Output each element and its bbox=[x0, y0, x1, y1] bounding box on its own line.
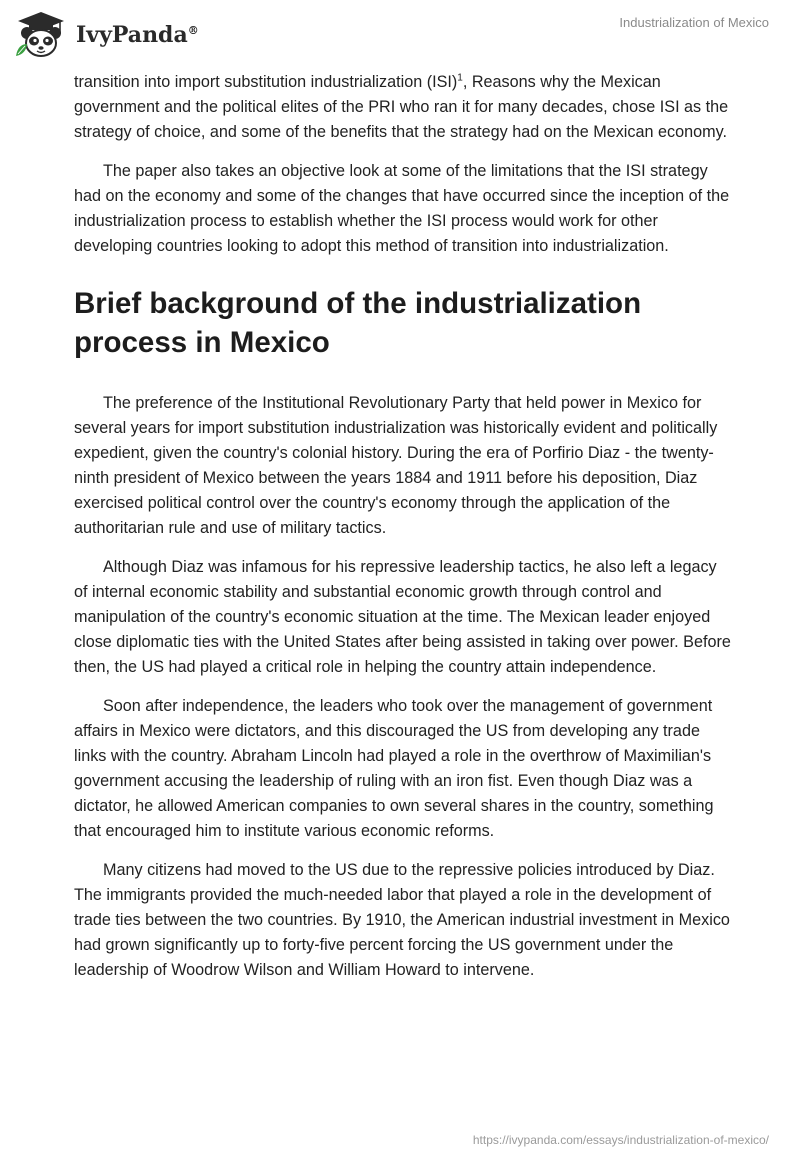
source-url[interactable]: https://ivypanda.com/essays/industrialization-of-mexico/ bbox=[472, 1133, 769, 1147]
intro-text-before-footnote: transition into import substitution industrialization (ISI) bbox=[74, 73, 458, 91]
brand-name bbox=[76, 22, 199, 48]
article-body bbox=[74, 70, 734, 997]
paragraph: The preference of the Institutional Revolutionary Party that held power in Mexico for several years for import substitution industrialization was historically evident and politically expedient, given the country's colonial history. During the era of Porfirio Diaz - the twenty-ninth president of Mexico between the years 1884 and 1911 before his deposition, Diaz exercised political control over the country's economy through the application of the authoritarian rule and use of military tactics. bbox=[74, 394, 718, 537]
paragraph: Many citizens had moved to the US due to the repressive policies introduced by Diaz. The immigrants provided the much-needed labor that played a role in the development of trade ties between the two countries. By 1910, the American industrial investment in Mexico had grown significantly up to forty-five percent forcing the US government under the leadership of Woodrow Wilson and William Howard to intervene. bbox=[74, 861, 730, 979]
paragraph: Soon after independence, the leaders who took over the management of government affairs in Mexico were dictators, and this discouraged the US from developing any trade links with the country. Abraham Lincoln had played a role in the overthrow of Maximilian's government accusing the leadership of ruling with an iron fist. Even though Diaz was a dictator, he allowed American companies to own several shares in the country, something that encouraged him to institute various economic reforms. bbox=[74, 697, 714, 840]
paragraph: Although Diaz was infamous for his repressive leadership tactics, he also left a legacy of internal economic stability and substantial economic growth through control and manipulation of the country's economic situation at the time. The Mexican leader enjoyed close diplomatic ties with the United States after being assisted in taking over power. Before then, the US had played a critical role in helping the country attain independence. bbox=[74, 558, 731, 676]
panda-graduation-cap-icon bbox=[14, 10, 68, 60]
section-heading: Brief background of the industrialization process in Mexico bbox=[74, 287, 642, 359]
paragraph-intro-continuation bbox=[74, 70, 734, 145]
document-title: Industrialization of Mexico bbox=[619, 15, 769, 30]
page-header bbox=[0, 0, 800, 66]
paragraph: The paper also takes an objective look at some of the limitations that the ISI strategy had on the economy and some of the changes that have occurred since the inception of the industrialization process to establish whether the ISI process would work for other developing countries looking to adopt this method of transition into industrialization. bbox=[74, 162, 730, 255]
registered-mark: ® bbox=[187, 24, 199, 37]
footnote-marker[interactable]: 1 bbox=[457, 72, 463, 84]
ivypanda-logo[interactable] bbox=[14, 10, 199, 60]
brand-name-text: IvyPanda bbox=[76, 22, 188, 48]
intro-text-after-footnote: , Reasons why the Mexican government and the political elites of the PRI who ran it for many decades, chose ISI as the strategy of choice, and some of the benefits that the strategy had on the Mexican economy. bbox=[74, 73, 729, 141]
